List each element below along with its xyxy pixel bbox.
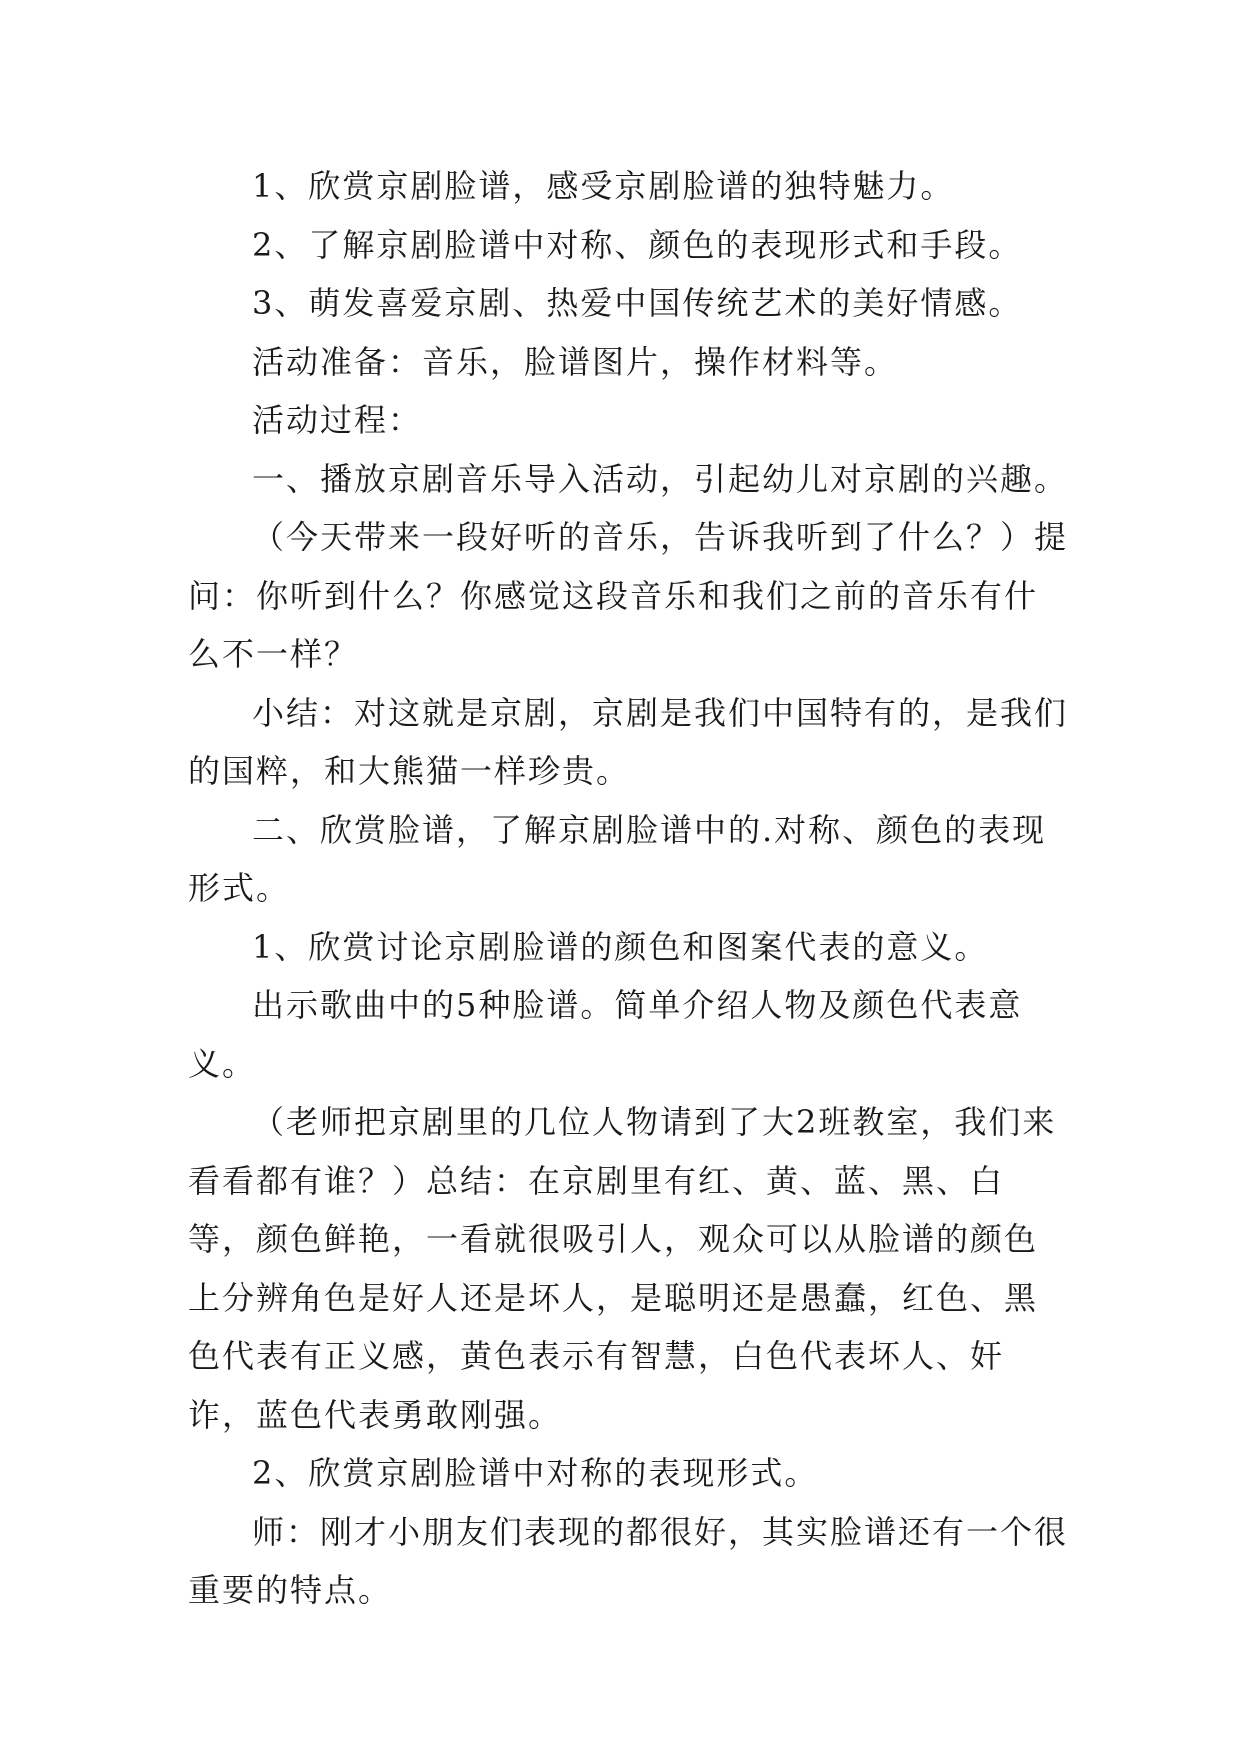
paragraph-summary: 小结：对这就是京剧，京剧是我们中国特有的，是我们的国粹，和大熊猫一样珍贵。 <box>188 693 1069 790</box>
paragraph-goal-2: 2、了解京剧脸谱中对称、颜色的表现形式和手段。 <box>252 225 1023 264</box>
paragraph-step-1: 一、播放京剧音乐导入活动，引起幼儿对京剧的兴趣。 <box>252 459 1069 498</box>
paragraph-teacher: 师：刚才小朋友们表现的都很好，其实脸谱还有一个很重要的特点。 <box>188 1512 1069 1609</box>
paragraph-substep-2: 2、欣赏京剧脸谱中对称的表现形式。 <box>252 1454 819 1492</box>
paragraph-substep-1: 1、欣赏讨论京剧脸谱的颜色和图案代表的意义。 <box>252 927 989 966</box>
paragraph-goal-3: 3、萌发喜爱京剧、热爱中国传统艺术的美好情感。 <box>252 284 1023 322</box>
paragraph-step-2: 二、欣赏脸谱，了解京剧脸谱中的.对称、颜色的表现形式。 <box>188 810 1047 907</box>
paragraph-preparation: 活动准备：音乐，脸谱图片，操作材料等。 <box>252 342 899 381</box>
paragraph-goal-1: 1、欣赏京剧脸谱，感受京剧脸谱的独特魅力。 <box>252 167 955 205</box>
document-body <box>188 157 1068 1620</box>
paragraph-show-masks: 出示歌曲中的5种脸谱。简单介绍人物及颜色代表意义。 <box>188 986 1023 1083</box>
paragraph-color-summary: （老师把京剧里的几位人物请到了大2班教室，我们来看看都有谁？）总结：在京剧里有红、黄、蓝、黑、白等，颜色鲜艳，一看就很吸引人，观众可以从脸谱的颜色上分辨角色是好人还是坏人，是聪明还是愚蠢，红色、黑色代表有正义感，黄色表示有智慧，白色代表坏人、奸诈，蓝色代表勇敢刚强。 <box>188 1103 1057 1434</box>
paragraph-question: （今天带来一段好听的音乐，告诉我听到了什么？）提问：你听到什么？你感觉这段音乐和我们之前的音乐有什么不一样？ <box>188 518 1069 673</box>
paragraph-process-heading: 活动过程： <box>252 401 423 439</box>
